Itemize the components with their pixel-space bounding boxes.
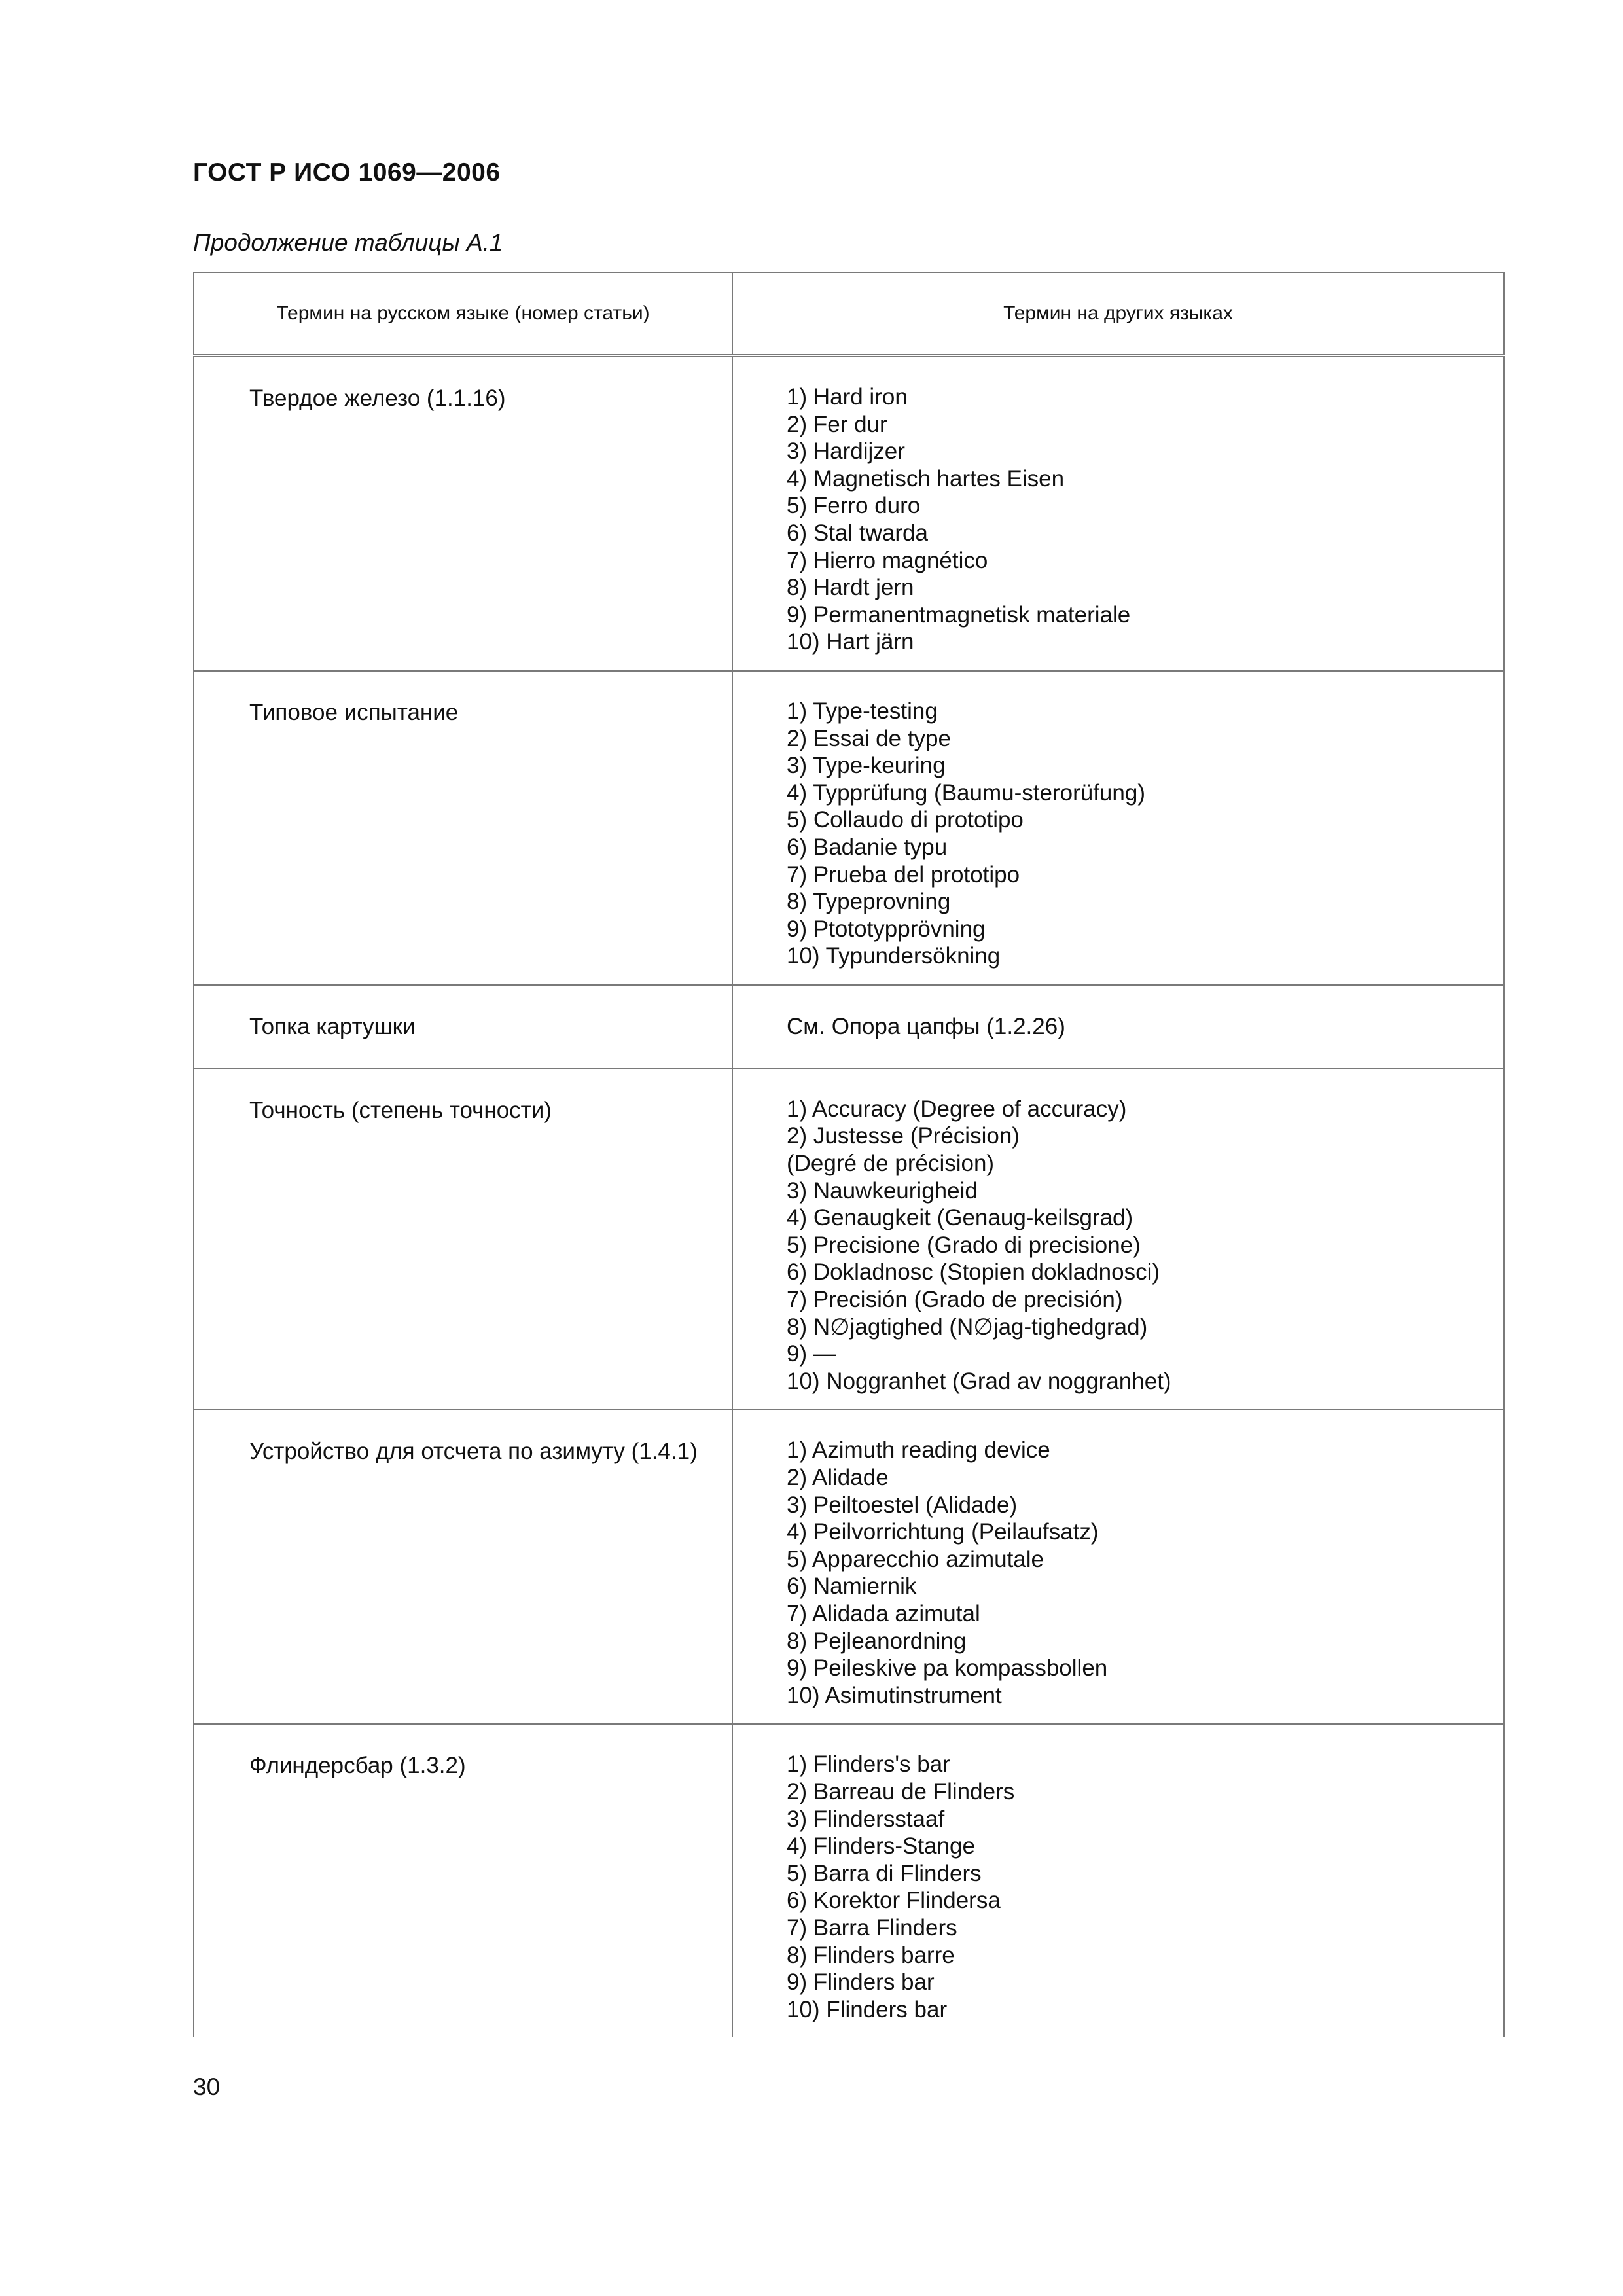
translation-item: 8) N∅jagtighed (N∅jag-tighedgrad) <box>787 1314 1148 1340</box>
russian-term: Флиндерсбар (1.3.2) <box>249 1753 466 1779</box>
translation-item: См. Опора цапфы (1.2.26) <box>787 1013 1065 1039</box>
table-header-row <box>194 272 1504 356</box>
russian-term: Устройство для отсчета по азимуту (1.4.1) <box>249 1439 698 1465</box>
russian-term: Топка картушки <box>249 1013 416 1039</box>
translation-item: 4) Flinders-Stange <box>787 1833 975 1859</box>
translation-item: 4) Typprüfung (Baumu-sterorüfung) <box>787 780 1145 806</box>
translation-item: 3) Peiltoestel (Alidade) <box>787 1492 1018 1518</box>
russian-term-cell <box>194 1724 732 2037</box>
table-row <box>194 1410 1504 1724</box>
translation-item: 9) Peileskive pa kompassbollen <box>787 1655 1108 1681</box>
translation-item: 2) Alidade <box>787 1465 889 1490</box>
translation-item: 5) Ferro duro <box>787 493 921 519</box>
column-header-other-languages: Термин на других языках <box>732 272 1504 356</box>
translation-item: 7) Alidada azimutal <box>787 1600 980 1626</box>
translation-item: 7) Precisión (Grado de precisión) <box>787 1287 1123 1313</box>
translation-item: 5) Precisione (Grado di precisione) <box>787 1232 1141 1258</box>
russian-term: Типовое испытание <box>249 699 459 725</box>
translation-list <box>733 357 1503 670</box>
translation-item: 3) Flindersstaaf <box>787 1806 945 1832</box>
translation-item: 5) Apparecchio azimutale <box>787 1546 1044 1572</box>
translation-item: 3) Type-keuring <box>787 753 946 779</box>
translation-item: 1) Flinders's bar <box>787 1751 950 1778</box>
translation-item: 10) Asimutinstrument <box>787 1682 1002 1708</box>
translation-item: 6) Namiernik <box>787 1573 917 1600</box>
other-languages-cell <box>732 1724 1504 2037</box>
translation-item: 2) Barreau de Flinders <box>787 1778 1015 1804</box>
translation-item: 4) Magnetisch hartes Eisen <box>787 465 1065 492</box>
translation-list <box>733 986 1503 1068</box>
russian-term-cell <box>194 671 732 985</box>
translation-item: 8) Flinders barre <box>787 1942 955 1968</box>
translation-item: 4) Genaugkeit (Genaug-keilsgrad) <box>787 1205 1133 1231</box>
translation-item: 7) Hierro magnético <box>787 547 988 573</box>
translation-item: 6) Badanie typu <box>787 834 948 860</box>
translation-item: 6) Stal twarda <box>787 520 928 546</box>
translation-item: 10) Noggranhet (Grad av noggranhet) <box>787 1368 1171 1394</box>
table-body <box>194 356 1504 2038</box>
translation-item: 2) Essai de type <box>787 725 951 751</box>
other-languages-cell <box>732 1410 1504 1724</box>
translation-list <box>733 1410 1503 1723</box>
translation-item: 8) Pejleanordning <box>787 1628 967 1654</box>
translation-item: 5) Collaudo di prototipo <box>787 807 1024 833</box>
translation-item: 10) Flinders bar <box>787 1996 948 2022</box>
translation-item: 5) Barra di Flinders <box>787 1860 982 1886</box>
translation-item: 2) Justesse (Précision) <box>787 1123 1020 1149</box>
other-languages-cell <box>732 671 1504 985</box>
translation-item: 1) Type-testing <box>787 698 938 724</box>
translation-item: 6) Korektor Flindersa <box>787 1888 1001 1914</box>
column-header-russian: Термин на русском языке (номер статьи) <box>194 272 732 356</box>
table-row <box>194 1724 1504 2037</box>
table-row <box>194 985 1504 1069</box>
translation-list <box>733 1725 1503 2037</box>
translation-item: 3) Nauwkeurigheid <box>787 1177 978 1204</box>
translation-item: 9) — <box>787 1341 836 1367</box>
translation-item: 9) Permanentmagnetisk materiale <box>787 601 1131 628</box>
table-caption: Продолжение таблицы А.1 <box>193 229 503 256</box>
translation-item: 8) Typeprovning <box>787 889 951 915</box>
translation-item: 1) Accuracy (Degree of accuracy) <box>787 1096 1127 1122</box>
russian-term-cell <box>194 985 732 1069</box>
translation-item: (Degré de précision) <box>787 1151 995 1177</box>
translation-list <box>733 1069 1503 1410</box>
other-languages-cell <box>732 985 1504 1069</box>
other-languages-cell <box>732 356 1504 671</box>
russian-term-cell <box>194 1069 732 1410</box>
page-number: 30 <box>193 2073 221 2100</box>
table-row <box>194 1069 1504 1410</box>
translation-item: 1) Azimuth reading device <box>787 1437 1050 1463</box>
document-id: ГОСТ Р ИСО 1069—2006 <box>193 158 501 187</box>
russian-term: Точность (степень точности) <box>249 1097 552 1123</box>
translation-item: 10) Hart järn <box>787 629 914 655</box>
translation-item: 6) Dokladnosc (Stopien dokladnosci) <box>787 1259 1160 1285</box>
translation-item: 8) Hardt jern <box>787 575 914 601</box>
translation-item: 1) Hard iron <box>787 384 908 410</box>
table-row <box>194 356 1504 671</box>
russian-term: Твердое железо (1.1.16) <box>249 386 506 411</box>
translation-list <box>733 672 1503 984</box>
translation-item: 7) Barra Flinders <box>787 1914 957 1941</box>
terms-table <box>193 272 1505 2037</box>
translation-item: 7) Prueba del prototipo <box>787 861 1020 888</box>
russian-term-cell <box>194 1410 732 1724</box>
translation-item: 3) Hardijzer <box>787 439 905 465</box>
other-languages-cell <box>732 1069 1504 1410</box>
translation-item: 9) Ptototypprövning <box>787 916 986 942</box>
translation-item: 4) Peilvorrichtung (Peilaufsatz) <box>787 1519 1099 1545</box>
russian-term-cell <box>194 356 732 671</box>
translation-item: 10) Typundersökning <box>787 943 1001 969</box>
translation-item: 9) Flinders bar <box>787 1969 935 1996</box>
table-row <box>194 671 1504 985</box>
translation-item: 2) Fer dur <box>787 411 887 437</box>
